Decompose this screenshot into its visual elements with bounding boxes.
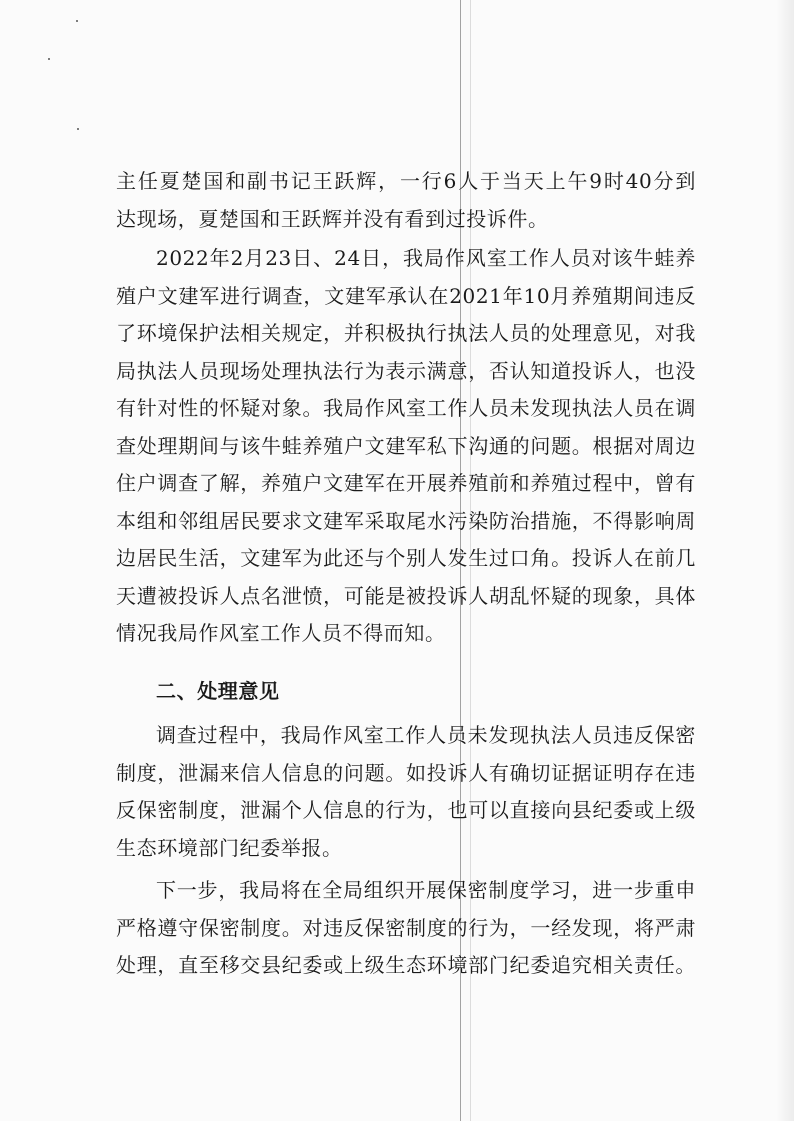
text-line: 局执法人员现场处理执法行为表示满意，否认知道投诉人，也没 (116, 358, 696, 383)
text-line: 2022年2月23日、24日，我局作风室工作人员对该牛蛙养 (156, 246, 696, 270)
text-line: 生态环境部门纪委举报。 (116, 835, 343, 860)
text-line: 制度，泄漏来信人信息的问题。如投诉人有确切证据证明存在违 (116, 760, 696, 785)
text-line: 调查过程中，我局作风室工作人员未发现执法人员违反保密 (156, 723, 696, 747)
text-line: 边居民生活，文建军为此还与个别人发生过口角。投诉人在前几 (116, 546, 696, 570)
text-line: 主任夏楚国和副书记王跃辉，一行6人于当天上午9时40分到 (116, 169, 696, 193)
text-line: 情况我局作风室工作人员不得而知。 (116, 621, 446, 645)
text-line: 本组和邻组居民要求文建军采取尾水污染防治措施，不得影响周 (116, 508, 696, 533)
paragraph-opinion (116, 717, 696, 867)
text-line: 处理，直至移交县纪委或上级生态环境部门纪委追究相关责任。 (116, 953, 696, 977)
paragraph-next-steps (116, 872, 696, 985)
scan-speck (77, 128, 79, 130)
paragraph-continuation (116, 163, 696, 238)
text-line: 殖户文建军进行调查，文建军承认在2021年10月养殖期间违反 (116, 283, 696, 308)
section-heading: 二、处理意见 (156, 679, 280, 703)
paragraph-investigation (116, 240, 696, 653)
text-line: 有针对性的怀疑对象。我局作风室工作人员未发现执法人员在调 (116, 396, 696, 420)
scan-speck (76, 20, 78, 22)
text-line: 达现场，夏楚国和王跃辉并没有看到过投诉件。 (116, 206, 549, 231)
text-line: 查处理期间与该牛蛙养殖户文建军私下沟通的问题。根据对周边 (116, 433, 696, 458)
text-line: 天遭被投诉人点名泄愤，可能是被投诉人胡乱怀疑的现象，具体 (116, 583, 696, 608)
text-line: 严格遵守保密制度。对违反保密制度的行为，一经发现，将严肃 (116, 915, 696, 940)
text-line: 下一步，我局将在全局组织开展保密制度学习，进一步重申 (156, 878, 696, 902)
text-line: 反保密制度，泄漏个人信息的行为，也可以直接向县纪委或上级 (116, 798, 696, 822)
scan-speck (48, 58, 50, 60)
text-line: 了环境保护法相关规定，并积极执行执法人员的处理意见，对我 (116, 321, 696, 345)
page-edge-shadow (776, 0, 794, 1121)
text-line: 住户调查了解，养殖户文建军在开展养殖前和养殖过程中，曾有 (116, 471, 696, 495)
